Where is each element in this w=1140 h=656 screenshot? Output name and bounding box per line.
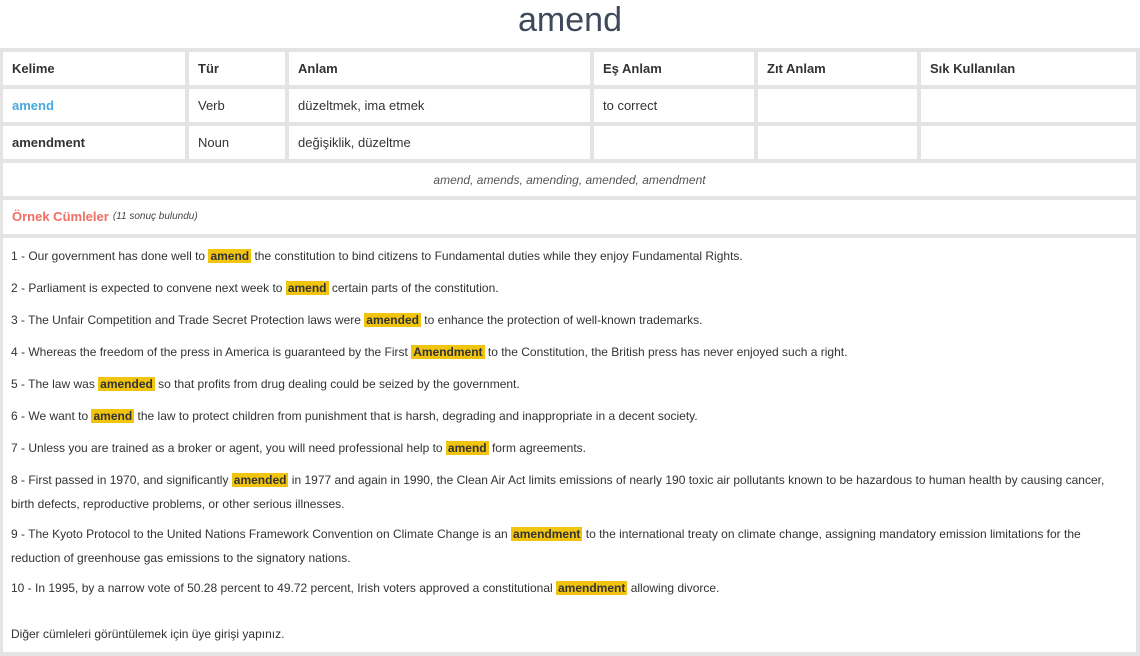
list-item: 3 - The Unfair Competition and Trade Secret Protection laws were amended to enhance the protection of well-known trademarks. (11, 313, 703, 327)
table-row-synonym-cell: to correct (594, 89, 754, 122)
highlighted-word: amendment (558, 581, 626, 595)
list-item: 7 - Unless you are trained as a broker or agent, you will need professional help to amend form agreements. (11, 441, 586, 455)
table-row-word-cell (3, 126, 185, 159)
header-word: Kelime (3, 52, 185, 85)
highlighted-word: amend (447, 441, 487, 455)
login-prompt: Diğer cümleleri görüntülemek için üye girişi yapınız. (11, 627, 285, 641)
list-item: 10 - In 1995, by a narrow vote of 50.28 percent to 49.72 percent, Irish voters approved a constitutional amendment allowing divorce. (11, 581, 720, 595)
list-item: 5 - The law was amended so that profits from drug dealing could be seized by the government. (11, 377, 520, 391)
page-title: amend (518, 1, 622, 39)
table-row-common-cell (921, 89, 1136, 122)
table-row-antonym-cell (758, 89, 917, 122)
table-row-word-cell[interactable] (3, 89, 185, 122)
word-label: amendment (12, 134, 85, 150)
table-row-type-cell: Noun (189, 126, 285, 159)
examples-title: Örnek Cümleler (12, 209, 109, 224)
highlighted-word: amended (100, 377, 153, 391)
highlighted-word: amend (287, 281, 327, 295)
header-type: Tür (189, 52, 285, 85)
examples-count: (11 sonuç bulundu) (112, 211, 198, 222)
table-row-common-cell (921, 126, 1136, 159)
list-item: 9 - The Kyoto Protocol to the United Nations Framework Convention on Climate Change is an amendment to the international treaty on climate change, assigning mandatory emission limitations for the reduction of greenhouse gas emissions to the signatory nations. (11, 527, 1081, 565)
table-row-meaning-cell: düzeltmek, ima etmek (289, 89, 590, 122)
header-synonym: Eş Anlam (594, 52, 754, 85)
table-row-meaning-cell: değişiklik, düzeltme (289, 126, 590, 159)
list-item: 1 - Our government has done well to amend the constitution to bind citizens to Fundamental duties while they enjoy Fundamental Rights. (11, 249, 743, 263)
highlighted-word: amended (366, 313, 419, 327)
header-common: Sık Kullanılan (921, 52, 1136, 85)
list-item: 8 - First passed in 1970, and significantly amended in 1977 and again in 1990, the Clean Air Act limits emissions of nearly 190 toxic air pollutants known to be hazardous to human health by causing cancer, birth defects, reproductive problems, or other serious illnesses. (11, 473, 1105, 511)
highlighted-word: amend (93, 409, 133, 423)
table-row-antonym-cell (758, 126, 917, 159)
table-row-type-cell: Verb (189, 89, 285, 122)
example-sentences (3, 238, 1136, 652)
word-forms: amend, amends, amending, amended, amendment (3, 163, 1136, 196)
highlighted-word: amended (233, 473, 287, 487)
header-antonym: Zıt Anlam (758, 52, 917, 85)
highlighted-word: amendment (513, 527, 581, 541)
highlighted-word: amend (210, 249, 250, 263)
dictionary-panel (0, 48, 1140, 656)
table-row-synonym-cell (594, 126, 754, 159)
word-link[interactable]: amend (12, 97, 54, 113)
header-meaning: Anlam (289, 52, 590, 85)
examples-header (3, 200, 1136, 234)
list-item: 6 - We want to amend the law to protect children from punishment that is harsh, degrading and inappropriate in a decent society. (11, 409, 698, 423)
list-item: 4 - Whereas the freedom of the press in America is guaranteed by the First Amendment to the Constitution, the British press has never enjoyed such a right. (11, 345, 848, 359)
highlighted-word: Amendment (413, 345, 483, 359)
list-item: 2 - Parliament is expected to convene next week to amend certain parts of the constitution. (11, 281, 499, 295)
